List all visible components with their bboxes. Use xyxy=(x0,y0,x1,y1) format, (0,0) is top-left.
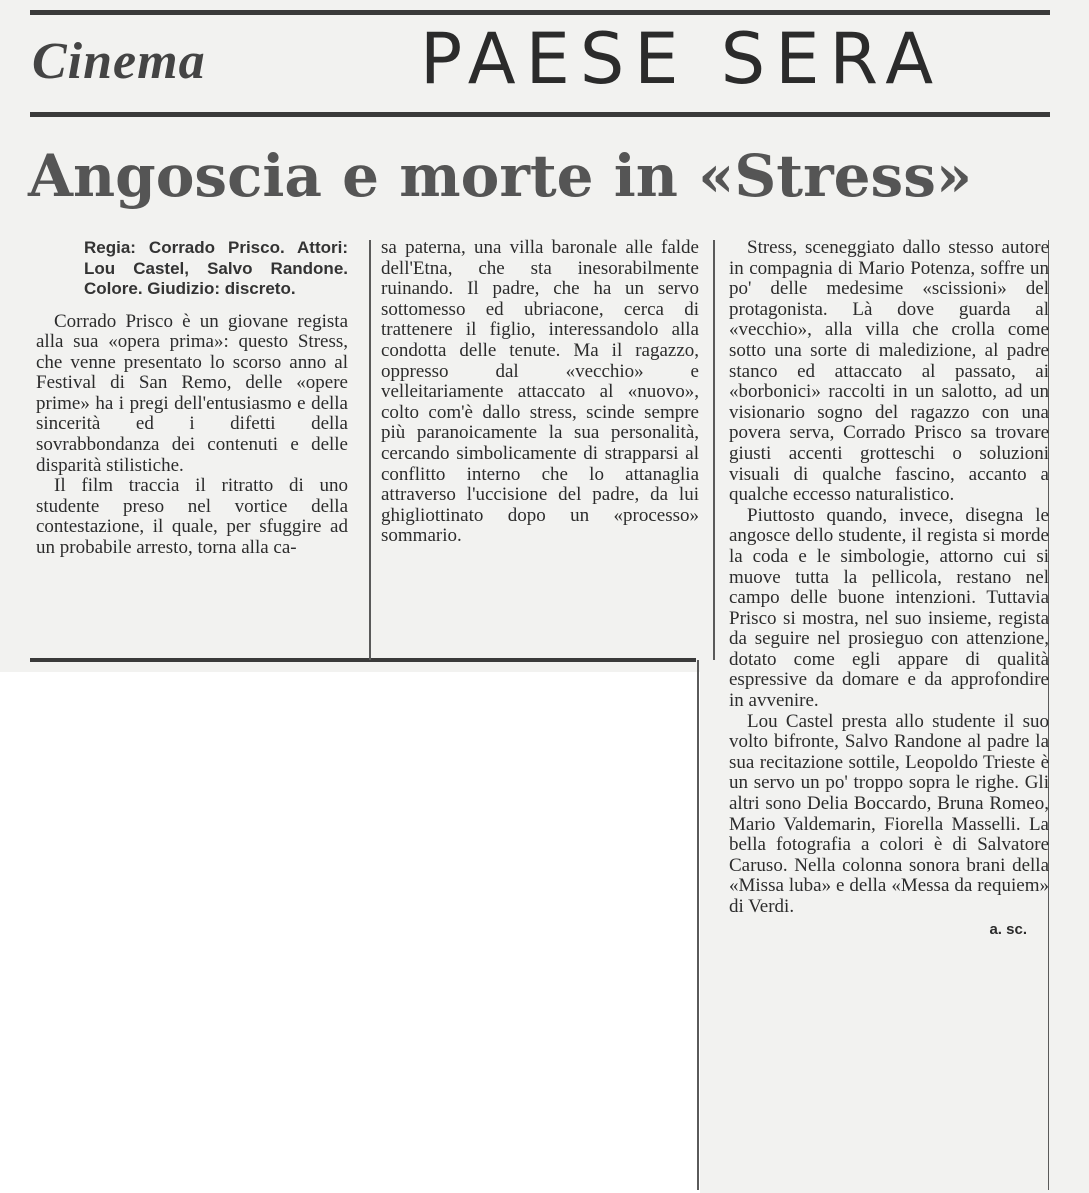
column-divider-2 xyxy=(713,240,715,660)
film-credits: Regia: Corrado Prisco. Attori: Lou Castel, Salvo Randone. Colore. Giudizio: discreto. xyxy=(84,238,348,298)
article-column-3 xyxy=(729,238,1049,940)
paragraph: Il film traccia il ritratto di uno studente preso nel vortice della contestazione, il quale, per sfuggire ad un probabile arresto, torna alla ca- xyxy=(36,475,348,559)
author-signature: a. sc. xyxy=(989,920,1027,938)
paragraph: Piuttosto quando, invece, disegna le angosce dello studente, il regista si morde la coda e le simbologie, attorno cui si muove tutta la pellicola, restano nel campo delle buone intenzioni. Tuttavia Prisco si mostra, nel suo insieme, regista da seguire nel prosieguo con attenzione, dotato come egli appare di qualità espressive da domare e da approfondire in avvenire. xyxy=(729,504,1049,712)
blank-paper-area xyxy=(0,672,700,1193)
section-title: Cinema xyxy=(32,33,206,90)
paragraph: sa paterna, una villa baronale alle falde dell'Etna, che sta inesorabilmente ruinando. Il padre, che ha un servo sottomesso ed ubriacone, cerca di trattenere il figlio, interessandolo alla condotta delle tenute. Ma il ragazzo, oppresso dal «vecchio» e velleitariamente attaccato al «nuovo», colto com'è dallo stress, scinde sempre più paranoicamente la sua personalità, cercando simbolicamente di strapparsi al conflitto interno che lo attanaglia attraverso l'uccisione del padre, da lui ghigliottinato dopo un «processo» sommario. xyxy=(381,237,699,547)
header-rule xyxy=(30,112,1050,117)
column-divider-3 xyxy=(697,660,699,1190)
bottom-rule xyxy=(30,658,696,662)
article-column-2 xyxy=(381,238,699,547)
top-rule xyxy=(30,10,1050,15)
paragraph: Lou Castel presta allo studente il suo volto bifronte, Salvo Randone al padre la sua recitazione sottile, Leopoldo Trieste è un servo un po' troppo sopra le righe. Gli altri sono Delia Boccardo, Bruna Romeo, Mario Valdemarin, Fiorella Masselli. La bella fotografia a colori è di Salvatore Caruso. Nella colonna sonora brani della «Missa luba» e della «Messa da requiem» di Verdi. xyxy=(729,710,1049,917)
article-headline: Angoscia e morte in «Stress» xyxy=(28,142,973,210)
paragraph: Stress, sceneggiato dallo stesso autore in compagnia di Mario Potenza, soffre un po' delle medesime «scissioni» del protagonista. Là dove guarda al «vecchio», alla villa che crolla come sotto una sorte di maledizione, al padre stanco ed attaccato al passato, ai «borbonici» raccolti in un salotto, ad un visionario sogno del ragazzo con una povera serva, Corrado Prisco sa trovare giusti accenti grotteschi o soluzioni visuali di qualche fascino, accanto a qualche eccesso naturalistico. xyxy=(729,237,1049,506)
article-column-1 xyxy=(36,238,348,559)
paragraph: Corrado Prisco è un giovane regista alla sua «opera prima»: questo Stress, che venne presentato lo scorso anno al Festival di San Remo, delle «opere prime» ha i pregi dell'entusiasmo e della sincerità ed i difetti della sovrabbondanza dei contenuti e delle disparità stilistiche. xyxy=(36,310,348,476)
column-divider-1 xyxy=(369,240,371,660)
handwritten-masthead: PAESE SERA xyxy=(420,18,944,100)
